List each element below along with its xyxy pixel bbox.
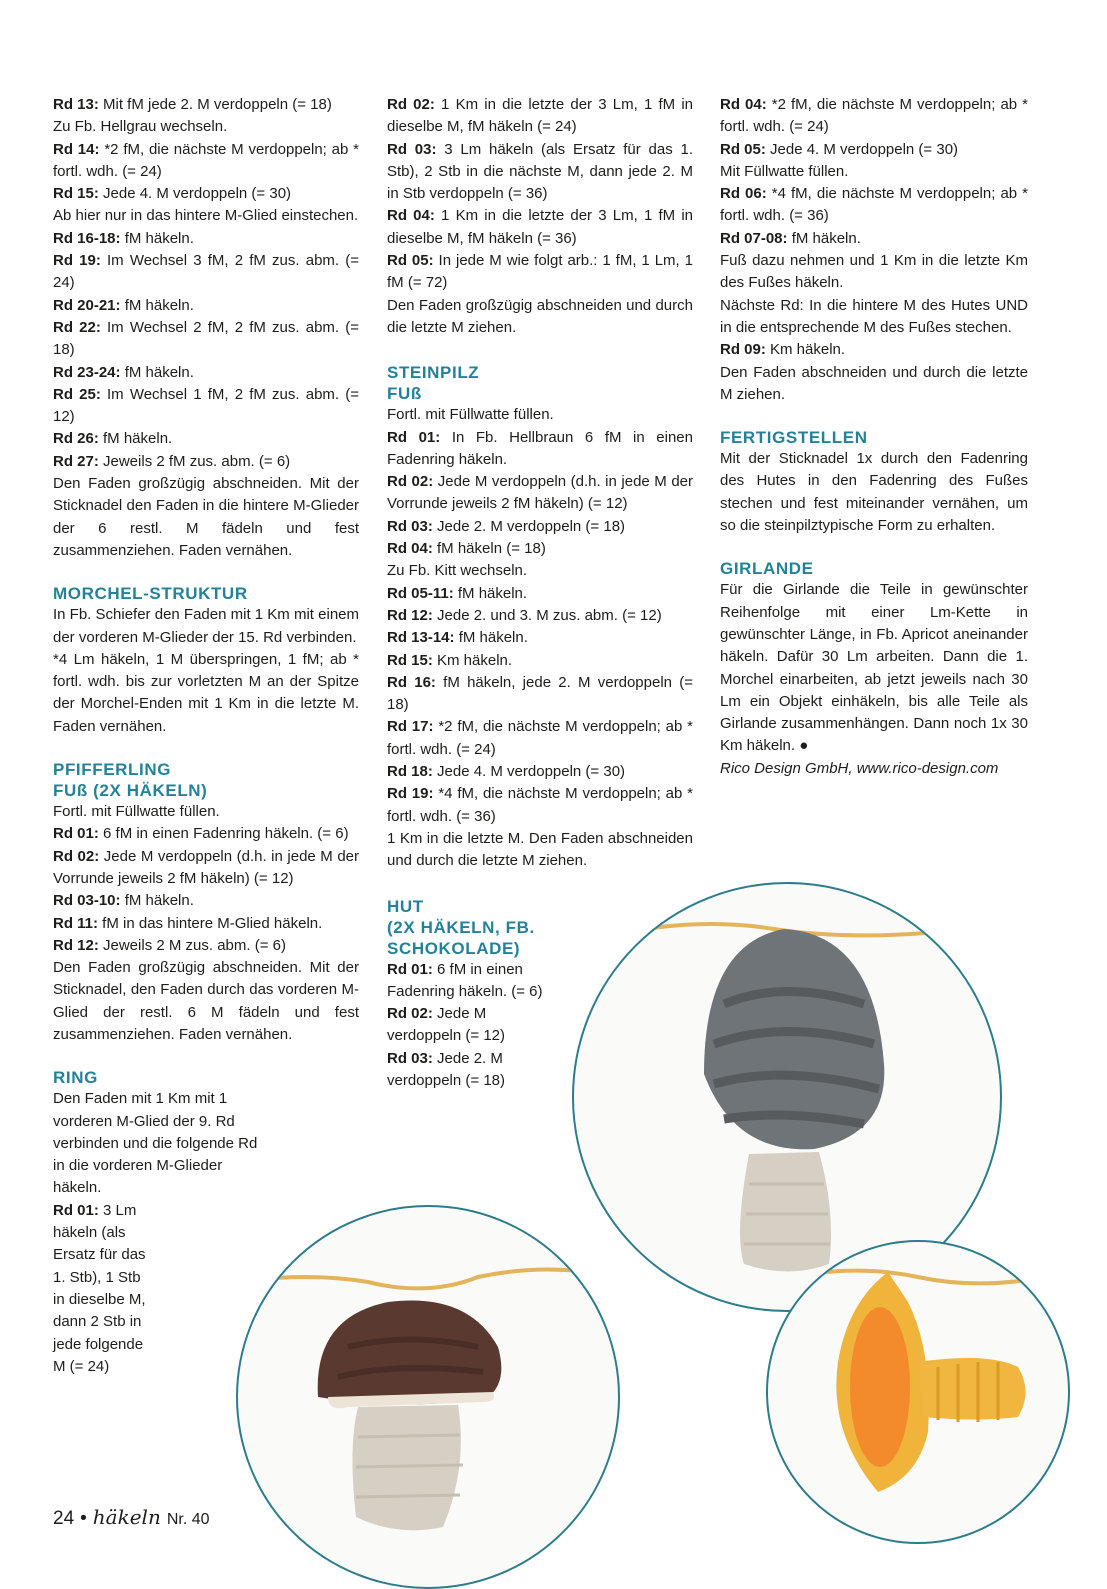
instruction-text: fM häkeln. bbox=[120, 363, 194, 381]
instruction-line bbox=[387, 650, 693, 672]
instruction-line bbox=[387, 783, 693, 828]
instruction-line bbox=[387, 605, 693, 627]
instruction-line bbox=[720, 295, 1028, 340]
morchel-struktur-heading: MORCHEL-STRUKTUR bbox=[53, 584, 248, 604]
instruction-text: Jeweils 2 M zus. abm. (= 6) bbox=[98, 936, 286, 954]
pfifferling-heading-line-2: FUß (2X HÄKELN) bbox=[53, 781, 208, 801]
hut-text bbox=[387, 959, 547, 1093]
instruction-text: Jede 4. M verdoppeln (= 30) bbox=[765, 140, 959, 158]
ring-rounds-continued bbox=[387, 94, 693, 339]
instruction-text: fM häkeln. bbox=[453, 584, 528, 602]
morchel-struktur-text bbox=[53, 604, 359, 738]
footer-separator: • bbox=[80, 1508, 87, 1529]
instruction-line bbox=[53, 935, 359, 957]
instruction-line bbox=[53, 649, 359, 738]
instruction-text: Jede 2. M verdoppeln (= 18) bbox=[387, 1049, 505, 1089]
instruction-line bbox=[53, 890, 359, 912]
round-label: Rd 16-18: bbox=[53, 229, 121, 247]
instruction-text: Fortl. mit Füllwatte füllen. bbox=[53, 803, 220, 821]
round-label: Rd 19: bbox=[387, 785, 434, 803]
instruction-text: 6 fM in einen Fadenring häkeln. (= 6) bbox=[387, 960, 543, 1000]
instruction-text: Jeweils 2 fM zus. abm. (= 6) bbox=[98, 452, 291, 470]
girlande-text: Für die Girlande die Teile in gewünschter Reihenfolge mit einer Lm-Kette in gewünschter Länge, in Fb. Apricot aneinander häkeln. Dafür 30 Lm arbeiten. Dann die 1. Morchel einarbeiten, ab jetzt jeweils nach 30 Lm ein Objekt einhäkeln, bis alle Teile als Girlande zusammenhängen. Dann noch 1x 30 Km häkeln. ● bbox=[720, 581, 1028, 755]
column-1 bbox=[53, 94, 359, 1378]
ring-text: Den Faden mit 1 Km mit 1 vorderen M-Glied der 9. Rd verbinden und die folgende Rd in die vorderen M-Glieder häkeln. bbox=[53, 1090, 258, 1197]
fertigstellen-heading: FERTIGSTELLEN bbox=[720, 428, 868, 448]
round-label: Rd 13-14: bbox=[387, 629, 455, 647]
instruction-line bbox=[387, 716, 693, 761]
instruction-line bbox=[387, 404, 693, 426]
round-label: Rd 03: bbox=[387, 517, 433, 535]
round-label: Rd 12: bbox=[53, 936, 99, 954]
instruction-line bbox=[53, 205, 359, 227]
instruction-line bbox=[53, 913, 359, 935]
instruction-line bbox=[387, 139, 693, 206]
round-label: Rd 04: bbox=[387, 540, 433, 558]
hut-heading-line-3: SCHOKOLADE) bbox=[387, 938, 521, 958]
ring-round-01 bbox=[53, 1200, 153, 1378]
instruction-text: Mit fM jede 2. M verdoppeln (= 18) bbox=[98, 96, 332, 113]
instruction-line bbox=[387, 427, 693, 472]
fertigstellen-text: Mit der Sticknadel 1x durch den Fadenring des Hutes in den Fadenring des Fußes stechen und fest miteinander vernähen, um so die steinpilztypische Form zu erhalten. bbox=[720, 450, 1028, 535]
round-label: Rd 09: bbox=[720, 341, 766, 359]
instruction-line bbox=[720, 94, 1028, 139]
instruction-line bbox=[53, 384, 359, 429]
instruction-line bbox=[53, 846, 359, 891]
instruction-text: 3 Lm häkeln (als Ersatz für das 1. Stb), 2 Stb in die nächste M, dann jede 2. M in Stb verdoppeln (= 36) bbox=[387, 140, 693, 203]
instruction-text: *2 fM, die nächste M verdoppeln; ab * fortl. wdh. (= 24) bbox=[53, 140, 360, 180]
instruction-text: Jede M verdoppeln (d.h. in jede M der Vorrunde jeweils 2 fM häkeln) (= 12) bbox=[387, 473, 694, 513]
instruction-text: In Fb. Hellbraun 6 fM in einen Fadenring häkeln. bbox=[387, 428, 693, 468]
instruction-text: Im Wechsel 1 fM, 2 fM zus. abm. (= 12) bbox=[53, 385, 359, 426]
instruction-line bbox=[387, 761, 693, 783]
page-footer bbox=[53, 1505, 210, 1530]
instruction-line bbox=[720, 362, 1028, 407]
steinpilz-heading bbox=[387, 362, 693, 404]
instruction-text: fM häkeln. bbox=[98, 430, 173, 448]
ring-heading: RING bbox=[53, 1068, 98, 1088]
instruction-text: *4 fM, die nächste M verdoppeln; ab * fortl. wdh. (= 36) bbox=[387, 785, 694, 825]
round-label: Rd 03-10: bbox=[53, 892, 121, 910]
instruction-line bbox=[53, 428, 359, 450]
round-label: Rd 01: bbox=[53, 1201, 99, 1219]
instruction-line bbox=[720, 228, 1028, 250]
instruction-text: Jede 4. M verdoppeln (= 30) bbox=[432, 763, 626, 781]
instruction-text: fM häkeln, jede 2. M verdoppeln (= 18) bbox=[387, 673, 694, 714]
instruction-line bbox=[387, 205, 693, 250]
instruction-line bbox=[387, 672, 693, 717]
instruction-text: Jede 2. M verdoppeln (= 18) bbox=[432, 517, 626, 535]
instruction-text: Km häkeln. bbox=[765, 341, 846, 359]
instruction-line bbox=[720, 139, 1028, 161]
instruction-text: Ab hier nur in das hintere M-Glied einstechen. bbox=[53, 207, 359, 225]
instruction-line bbox=[387, 828, 693, 873]
hut-heading bbox=[387, 896, 693, 959]
hut-heading-line-1: HUT bbox=[387, 896, 424, 916]
instruction-text: Zu Fb. Kitt wechseln. bbox=[387, 562, 528, 580]
instruction-line bbox=[387, 627, 693, 649]
instruction-line bbox=[53, 317, 359, 362]
round-label: Rd 23-24: bbox=[53, 363, 121, 381]
instruction-line bbox=[387, 538, 693, 560]
pfifferling-heading bbox=[53, 759, 359, 801]
instruction-text: Fuß dazu nehmen und 1 Km in die letzte Km des Fußes häkeln. bbox=[720, 252, 1028, 292]
round-label: Rd 01: bbox=[53, 825, 99, 843]
instruction-text: 1 Km in die letzte der 3 Lm, 1 fM in dieselbe M, fM häkeln (= 36) bbox=[387, 207, 694, 247]
column-3 bbox=[720, 94, 1028, 780]
instruction-line bbox=[53, 604, 359, 649]
steinpilz-heading-line-1: STEINPILZ bbox=[387, 363, 480, 383]
instruction-text: Den Faden großzügig abschneiden. Mit der Sticknadel den Faden in die hintere M-Glieder der 6 restl. M fädeln und fest zusammenziehen. Faden vernähen. bbox=[53, 475, 359, 559]
instruction-line bbox=[387, 94, 693, 139]
instruction-line bbox=[387, 516, 693, 538]
instruction-line bbox=[720, 250, 1028, 295]
instruction-text: Den Faden abschneiden und durch die letzte M ziehen. bbox=[720, 363, 1028, 403]
instruction-text: Jede M verdoppeln (= 12) bbox=[387, 1005, 505, 1045]
round-label: Rd 02: bbox=[387, 473, 434, 491]
instruction-line bbox=[387, 583, 693, 605]
steinpilz-heading-line-2: FUß bbox=[387, 384, 422, 404]
instruction-line bbox=[387, 1048, 547, 1093]
round-label: Rd 02: bbox=[387, 96, 435, 113]
round-label: Rd 07-08: bbox=[720, 229, 788, 247]
instruction-text: fM in das hintere M-Glied häkeln. bbox=[98, 914, 323, 932]
instruction-line bbox=[720, 339, 1028, 361]
credit-line: Rico Design GmbH, www.rico-design.com bbox=[720, 759, 999, 777]
page-number: 24 bbox=[53, 1508, 75, 1529]
instruction-line bbox=[53, 116, 359, 138]
round-label: Rd 15: bbox=[387, 651, 433, 669]
round-label: Rd 03: bbox=[387, 1049, 433, 1067]
round-label: Rd 05: bbox=[387, 252, 434, 270]
instruction-text: Zu Fb. Hellgrau wechseln. bbox=[53, 118, 228, 136]
pfifferling-fuss-text bbox=[53, 801, 359, 1046]
round-label: Rd 05: bbox=[720, 140, 766, 158]
round-label: Rd 27: bbox=[53, 452, 99, 470]
instruction-line bbox=[53, 473, 359, 562]
instruction-line bbox=[53, 362, 359, 384]
instruction-line bbox=[720, 161, 1028, 183]
instruction-text: fM häkeln (= 18) bbox=[432, 540, 546, 558]
hut-rounds-end bbox=[720, 94, 1028, 406]
instruction-line bbox=[387, 471, 693, 516]
round-label: Rd 01: bbox=[387, 960, 433, 978]
instruction-text: Km häkeln. bbox=[432, 651, 513, 669]
instruction-text: fM häkeln. bbox=[120, 229, 194, 247]
round-label: Rd 13: bbox=[53, 96, 99, 113]
instruction-text: *4 fM, die nächste M verdoppeln; ab * fortl. wdh. (= 36) bbox=[720, 185, 1029, 225]
instruction-text: Im Wechsel 3 fM, 2 fM zus. abm. (= 24) bbox=[53, 252, 359, 292]
instruction-text: Den Faden großzügig abschneiden und durch die letzte M ziehen. bbox=[387, 296, 693, 336]
instruction-text: Im Wechsel 2 fM, 2 fM zus. abm. (= 18) bbox=[53, 318, 359, 359]
instruction-text: Fortl. mit Füllwatte füllen. bbox=[387, 406, 554, 424]
instruction-line bbox=[387, 1003, 547, 1048]
instruction-line bbox=[53, 957, 359, 1046]
pfifferling-heading-line-1: PFIFFERLING bbox=[53, 760, 172, 780]
instruction-text: 6 fM in einen Fadenring häkeln. (= 6) bbox=[98, 825, 349, 843]
round-label: Rd 20-21: bbox=[53, 296, 121, 314]
round-label: Rd 16: bbox=[387, 673, 436, 691]
round-label: Rd 02: bbox=[53, 847, 100, 865]
instruction-line bbox=[53, 94, 359, 116]
instruction-line bbox=[53, 183, 359, 205]
round-label: Rd 01: bbox=[387, 428, 441, 446]
instruction-line bbox=[53, 823, 359, 845]
instruction-line bbox=[53, 139, 359, 184]
round-label: Rd 26: bbox=[53, 430, 99, 448]
magazine-brand: häkeln bbox=[92, 1505, 161, 1529]
round-label: Rd 14: bbox=[53, 140, 100, 158]
instruction-line bbox=[387, 560, 693, 582]
instruction-line bbox=[387, 250, 693, 295]
round-label: Rd 04: bbox=[387, 207, 435, 225]
round-label: Rd 19: bbox=[53, 252, 101, 270]
instruction-line bbox=[53, 801, 359, 823]
instruction-text: Den Faden großzügig abschneiden. Mit der Sticknadel, den Faden durch das vorderen M-Glied der restl. 6 M fädeln und fest zusammenziehen. Faden vernähen. bbox=[53, 959, 359, 1043]
round-label: Rd 03: bbox=[387, 140, 437, 158]
instruction-text: Mit Füllwatte füllen. bbox=[720, 162, 849, 180]
instruction-line bbox=[53, 295, 359, 317]
instruction-text: Jede 4. M verdoppeln (= 30) bbox=[98, 185, 292, 203]
round-label: Rd 15: bbox=[53, 185, 99, 203]
hut-rounds-continued bbox=[53, 94, 359, 562]
round-label: Rd 25: bbox=[53, 385, 101, 403]
round-label: Rd 18: bbox=[387, 763, 433, 781]
instruction-text: 1 Km in die letzte der 3 Lm, 1 fM in dieselbe M, fM häkeln (= 24) bbox=[387, 96, 694, 136]
instruction-text: Jede M verdoppeln (d.h. in jede M der Vorrunde jeweils 2 fM häkeln) (= 12) bbox=[53, 847, 360, 887]
hut-heading-line-2: (2X HÄKELN, FB. bbox=[387, 917, 535, 937]
instruction-text: Jede 2. und 3. M zus. abm. (= 12) bbox=[432, 606, 662, 624]
instruction-line bbox=[387, 295, 693, 340]
instruction-text: *4 Lm häkeln, 1 M überspringen, 1 fM; ab * fortl. wdh. bis zur vorletzten M an der Spitze der Morchel-Enden mit 1 Km in die letzte M. Faden vernähen. bbox=[53, 650, 359, 735]
round-label: Rd 12: bbox=[387, 606, 433, 624]
instruction-line bbox=[720, 183, 1028, 228]
pfifferling-photo bbox=[766, 1240, 1070, 1544]
instruction-text: fM häkeln. bbox=[120, 892, 194, 910]
girlande-heading: GIRLANDE bbox=[720, 559, 814, 579]
instruction-text: *2 fM, die nächste M verdoppeln; ab * fortl. wdh. (= 24) bbox=[720, 96, 1029, 136]
instruction-text: *2 fM, die nächste M verdoppeln; ab * fortl. wdh. (= 24) bbox=[387, 718, 694, 758]
issue-number: Nr. 40 bbox=[166, 1511, 210, 1528]
instruction-line bbox=[387, 959, 547, 1004]
round-label: Rd 11: bbox=[53, 914, 99, 932]
steinpilz-fuss-text bbox=[387, 404, 693, 872]
instruction-text: fM häkeln. bbox=[787, 229, 861, 247]
instruction-line bbox=[53, 228, 359, 250]
round-label: Rd 06: bbox=[720, 185, 767, 203]
instruction-text: Nächste Rd: In die hintere M des Hutes UND in die entsprechende M des Fußes stechen. bbox=[720, 296, 1028, 336]
round-text: 3 Lm häkeln (als Ersatz für das 1. Stb), 1 Stb in dieselbe M, dann 2 Stb in jede folgende M (= 24) bbox=[53, 1201, 146, 1375]
instruction-text: fM häkeln. bbox=[120, 296, 194, 314]
instruction-line bbox=[53, 451, 359, 473]
instruction-text: fM häkeln. bbox=[454, 629, 528, 647]
round-label: Rd 02: bbox=[387, 1005, 433, 1023]
instruction-text: 1 Km in die letzte M. Den Faden abschneiden und durch die letzte M ziehen. bbox=[387, 829, 693, 870]
round-label: Rd 04: bbox=[720, 96, 767, 113]
instruction-text: In Fb. Schiefer den Faden mit 1 Km mit einem der vorderen M-Glieder der 15. Rd verbinden. bbox=[53, 606, 359, 646]
instruction-line bbox=[53, 250, 359, 295]
instruction-text: In jede M wie folgt arb.: 1 fM, 1 Lm, 1 fM (= 72) bbox=[387, 252, 693, 292]
column-2 bbox=[387, 94, 693, 1092]
round-label: Rd 05-11: bbox=[387, 584, 454, 602]
round-label: Rd 22: bbox=[53, 318, 101, 336]
round-label: Rd 17: bbox=[387, 718, 434, 736]
